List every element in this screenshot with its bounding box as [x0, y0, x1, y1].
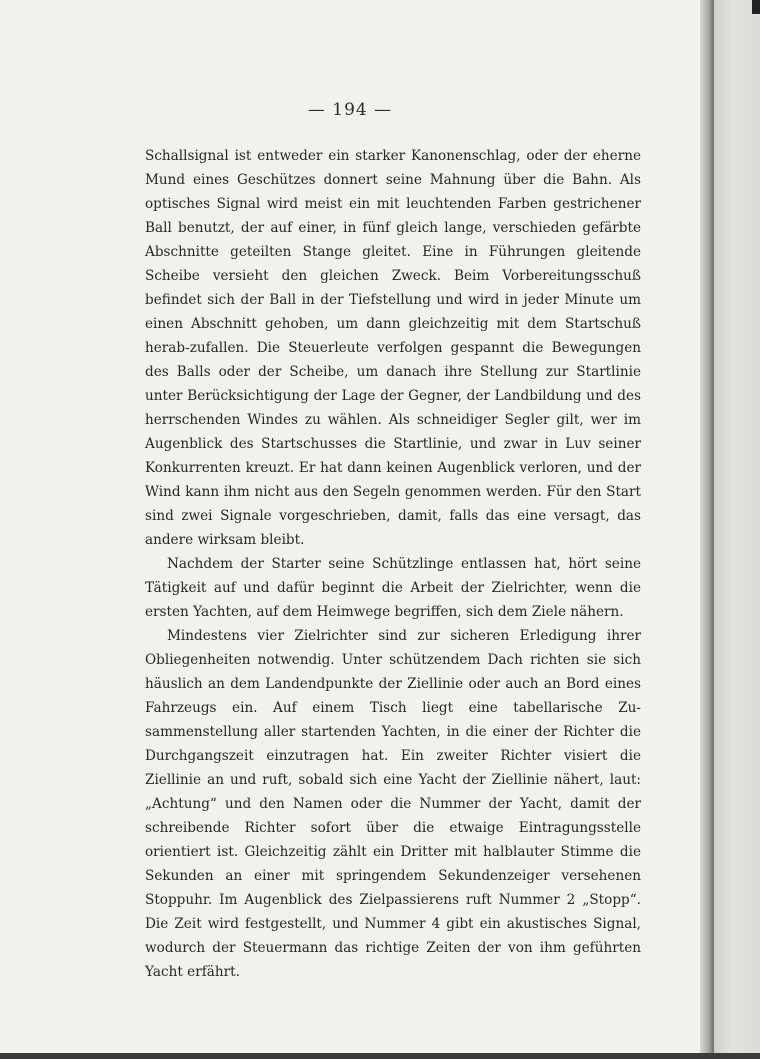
adjacent-page-edge [714, 0, 760, 1059]
paragraph: Nachdem der Starter seine Schützlinge entlassen hat, hört seine Tätigkeit auf und dafür beginnt die Arbeit der Zielrichter, wenn die ersten Yachten, auf dem Heimwege begriffen, sich dem Ziele nähern. [145, 556, 641, 620]
paragraph: Mindestens vier Zielrichter sind zur sicheren Erledigung ihrer Obliegenheiten notwendig. Unter schützendem Dach richten sie sich häuslich an dem Landendpunkte der Ziellinie oder auch an Bord eines Fahrzeugs ein. Auf einem Tisch liegt eine tabellarische Zu-sammenstellung aller startenden Yachten, in die einer der Richter die Durchgangszeit einzutragen hat. Ein zweiter Richter visiert die Ziellinie an und ruft, sobald sich eine Yacht der Ziellinie nähert, laut: „Achtung“ und den Namen oder die Nummer der Yacht, damit der schreibende Richter sofort über die etwaige Eintragungsstelle orientiert ist. Gleichzeitig zählt ein Dritter mit halblauter Stimme die Sekunden an einer mit springendem Sekundenzeiger versehenen Stoppuhr. Im Augenblick des Zielpassierens ruft Nummer 2 „Stopp“. Die Zeit wird festgestellt, und Nummer 4 gibt ein akustisches Signal, wodurch der Steuermann das richtige Zeiten der von ihm geführten Yacht erfährt. [145, 628, 641, 980]
book-spine-shadow [700, 0, 714, 1059]
paragraph: Schallsignal ist entweder ein starker Kanonenschlag, oder der eherne Mund eines Geschützes donnert seine Mahnung über die Bahn. Als optisches Signal wird meist ein mit leuchtenden Farben gestrichener Ball benutzt, der auf einer, in fünf gleich lange, verschieden gefärbte Abschnitte geteilten Stange gleitet. Eine in Führungen gleitende Scheibe versieht den gleichen Zweck. Beim Vorbereitungsschuß befindet sich der Ball in der Tiefstellung und wird in jeder Minute um einen Abschnitt gehoben, um dann gleichzeitig mit dem Startschuß herab-zufallen. Die Steuerleute verfolgen gespannt die Bewegungen des Balls oder der Scheibe, um danach ihre Stellung zur Startlinie unter Berücksichtigung der Lage der Gegner, der Landbildung und des herrschenden Windes zu wählen. Als schneidiger Segler gilt, wer im Augenblick des Startschusses die Startlinie, und zwar in Luv seiner Konkurrenten kreuzt. Er hat dann keinen Augenblick verloren, und der Wind kann ihm nicht aus den Segeln genommen werden. Für den Start sind zwei Signale vorgeschrieben, damit, falls das eine versagt, das andere wirksam bleibt. [145, 148, 641, 548]
scan-corner [752, 0, 760, 14]
body-text [145, 144, 641, 984]
page-number: — 194 — [307, 100, 393, 120]
scan-bottom-edge [0, 1053, 760, 1059]
